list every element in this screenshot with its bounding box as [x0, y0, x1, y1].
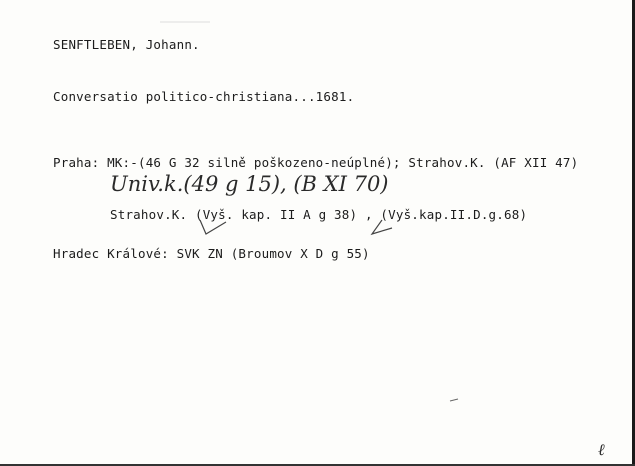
stray-dash: [450, 399, 458, 401]
handwritten-annotation: Univ.k.(49 g 15), (B XI 70): [110, 172, 389, 196]
praha-holdings-line: Praha: MK:-(46 G 32 silně poškozeno-neúplné); Strahov.K. (AF XII 47): [53, 155, 579, 170]
corner-mark: ℓ: [598, 440, 605, 459]
check-mark-icon: [372, 220, 392, 234]
card-heading: SENFTLEBEN, Johann.: [53, 37, 200, 52]
strahov-holdings-line: Strahov.K. (Vyš. kap. II A g 38) , (Vyš.kap.II.D.g.68): [110, 207, 528, 222]
hradec-holdings-line: Hradec Králové: SVK ZN (Broumov X D g 55): [53, 246, 370, 261]
title-line: Conversatio politico-christiana...1681.: [53, 89, 355, 104]
check-mark-icon: [200, 220, 226, 234]
